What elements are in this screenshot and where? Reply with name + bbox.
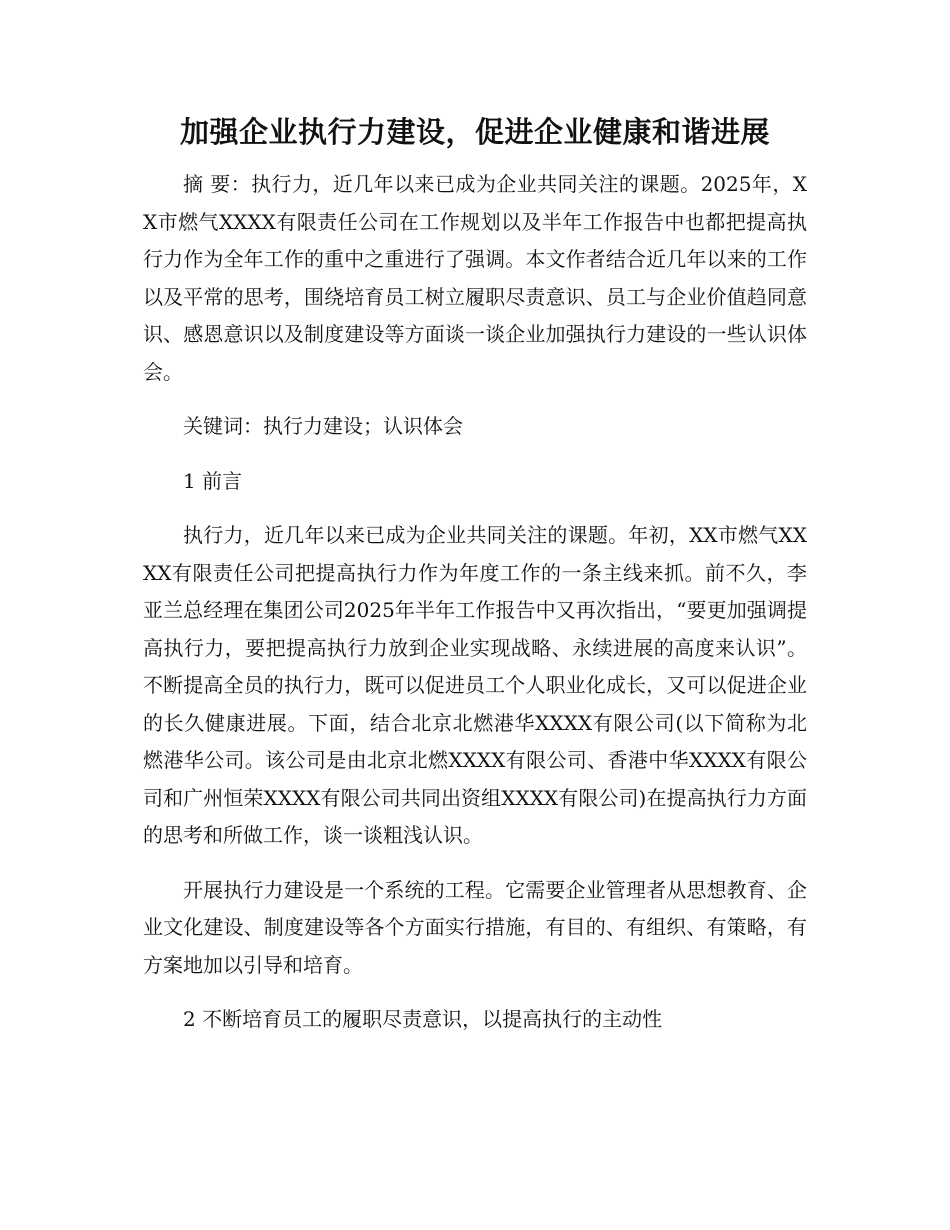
document-page [143, 112, 807, 1056]
section-1-paragraph-1: 执行力，近几年以来已成为企业共同关注的课题。年初，XX市燃气XXXX有限责任公司把提高执行力作为年度工作的一条主线来抓。前不久，李亚兰总经理在集团公司2025年半年工作报告中又再次指出，“要更加强调提高执行力，要把提高执行力放到企业实现战略、永续进展的高度来认识”。不断提高全员的执行力，既可以促进员工个人职业化成长，又可以促进企业的长久健康进展。下面，结合北京北燃港华XXXX有限公司(以下简称为北燃港华公司。该公司是由北京北燃XXXX有限公司、香港中华XXXX有限公司和广州恒荣XXXX有限公司共同出资组XXXX有限公司)在提高执行力方面的思考和所做工作，谈一谈粗浅认识。 [143, 523, 807, 847]
document-title: 加强企业执行力建设，促进企业健康和谐进展 [179, 115, 770, 149]
section-1-paragraph-2: 开展执行力建设是一个系统的工程。它需要企业管理者从思想教育、企业文化建设、制度建设等各个方面实行措施，有目的、有组织、有策略，有方案地加以引导和培育。 [143, 877, 807, 977]
abstract-paragraph: 摘 要：执行力，近几年以来已成为企业共同关注的课题。2025年，XX市燃气XXXX有限责任公司在工作规划以及半年工作报告中也都把提高执行力作为全年工作的重中之重进行了强调。本文作者结合近几年以来的工作以及平常的思考，围绕培育员工树立履职尽责意识、员工与企业价值趋同意识、感恩意识以及制度建设等方面谈一谈企业加强执行力建设的一些认识体会。 [143, 172, 807, 384]
section-1-heading: 1 前言 [183, 468, 243, 493]
keywords-line: 关键词：执行力建设；认识体会 [183, 414, 463, 438]
section-2-heading: 2 不断培育员工的履职尽责意识，以提高执行的主动性 [183, 1007, 663, 1031]
